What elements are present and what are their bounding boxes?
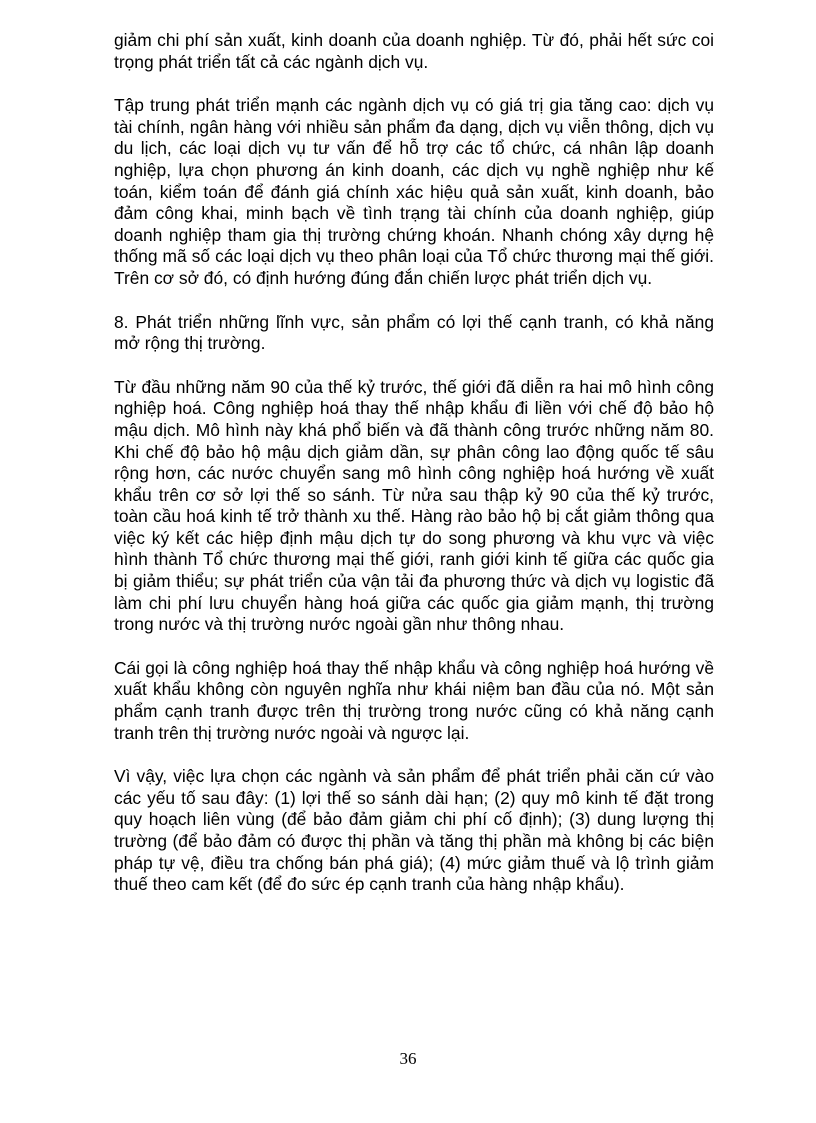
page-number: 36 [399, 1049, 417, 1068]
section-heading-8: 8. Phát triển những lĩnh vực, sản phẩm có lợi thế cạnh tranh, có khả năng mở rộng thị trường. [114, 311, 714, 354]
paragraph-continuation: giảm chi phí sản xuất, kinh doanh của doanh nghiệp. Từ đó, phải hết sức coi trọng phát triển tất cả các ngành dịch vụ. [114, 30, 714, 72]
paragraph-selection-criteria: Vì vậy, việc lựa chọn các ngành và sản phẩm để phát triển phải căn cứ vào các yếu tố sau đây: (1) lợi thế so sánh dài hạn; (2) quy mô kinh tế đặt trong quy hoạch liên vùng (để bảo đảm giảm chi phí cố định); (3) dung lượng thị trường (để bảo đảm có được thị phần và tăng thị phần mà không bị các biện pháp tự vệ, điều tra chống bán phá giá); (4) mức giảm thuế và lộ trình giảm thuế theo cam kết (để đo sức ép cạnh tranh của hàng nhập khẩu). [114, 766, 714, 895]
document-body [114, 30, 714, 918]
paragraph-industrialization-models: Từ đầu những năm 90 của thế kỷ trước, thế giới đã diễn ra hai mô hình công nghiệp hoá. Công nghiệp hoá thay thế nhập khẩu đi liền với chế độ bảo hộ mậu dịch. Mô hình này khá phổ biến và đã thành công trước những năm 80. Khi chế độ bảo hộ mậu dịch giảm dần, sự phân công lao động quốc tế sâu rộng hơn, các nước chuyển sang mô hình công nghiệp hoá hướng về xuất khẩu trên cơ sở lợi thế so sánh. Từ nửa sau thập kỷ 90 của thế kỷ trước, toàn cầu hoá kinh tế trở thành xu thế. Hàng rào bảo hộ bị cắt giảm thông qua việc ký kết các hiệp định mậu dịch tự do song phương và khu vực và việc hình thành Tổ chức thương mại thế giới, ranh giới kinh tế giữa các quốc gia bị giảm thiểu; sự phát triển của vận tải đa phương thức và dịch vụ logistic đã làm chi phí lưu chuyển hàng hoá giữa các quốc gia giảm mạnh, thị trường trong nước và thị trường nước ngoài gần như thông nhau. [114, 376, 714, 635]
paragraph-so-called-industrialization: Cái gọi là công nghiệp hoá thay thế nhập khẩu và công nghiệp hoá hướng về xuất khẩu không còn nguyên nghĩa như khái niệm ban đầu của nó. Một sản phẩm cạnh tranh được trên thị trường trong nước cũng có khả năng cạnh tranh trên thị trường nước ngoài và ngược lại. [114, 657, 714, 743]
paragraph-services-focus: Tập trung phát triển mạnh các ngành dịch vụ có giá trị gia tăng cao: dịch vụ tài chính, ngân hàng với nhiều sản phẩm đa dạng, dịch vụ viễn thông, dịch vụ du lịch, các loại dịch vụ tư vấn để hỗ trợ các tổ chức, cá nhân lập doanh nghiệp, lựa chọn phương án kinh doanh, các dịch vụ nghề nghiệp như kế toán, kiểm toán để đánh giá chính xác hiệu quả sản xuất, kinh doanh, bảo đảm công khai, minh bạch về tình trạng tài chính của doanh nghiệp, giúp doanh nghiệp tham gia thị trường chứng khoán. Nhanh chóng xây dựng hệ thống mã số các loại dịch vụ theo phân loại của Tổ chức thương mại thế giới. Trên cơ sở đó, có định hướng đúng đắn chiến lược phát triển dịch vụ. [114, 95, 714, 288]
